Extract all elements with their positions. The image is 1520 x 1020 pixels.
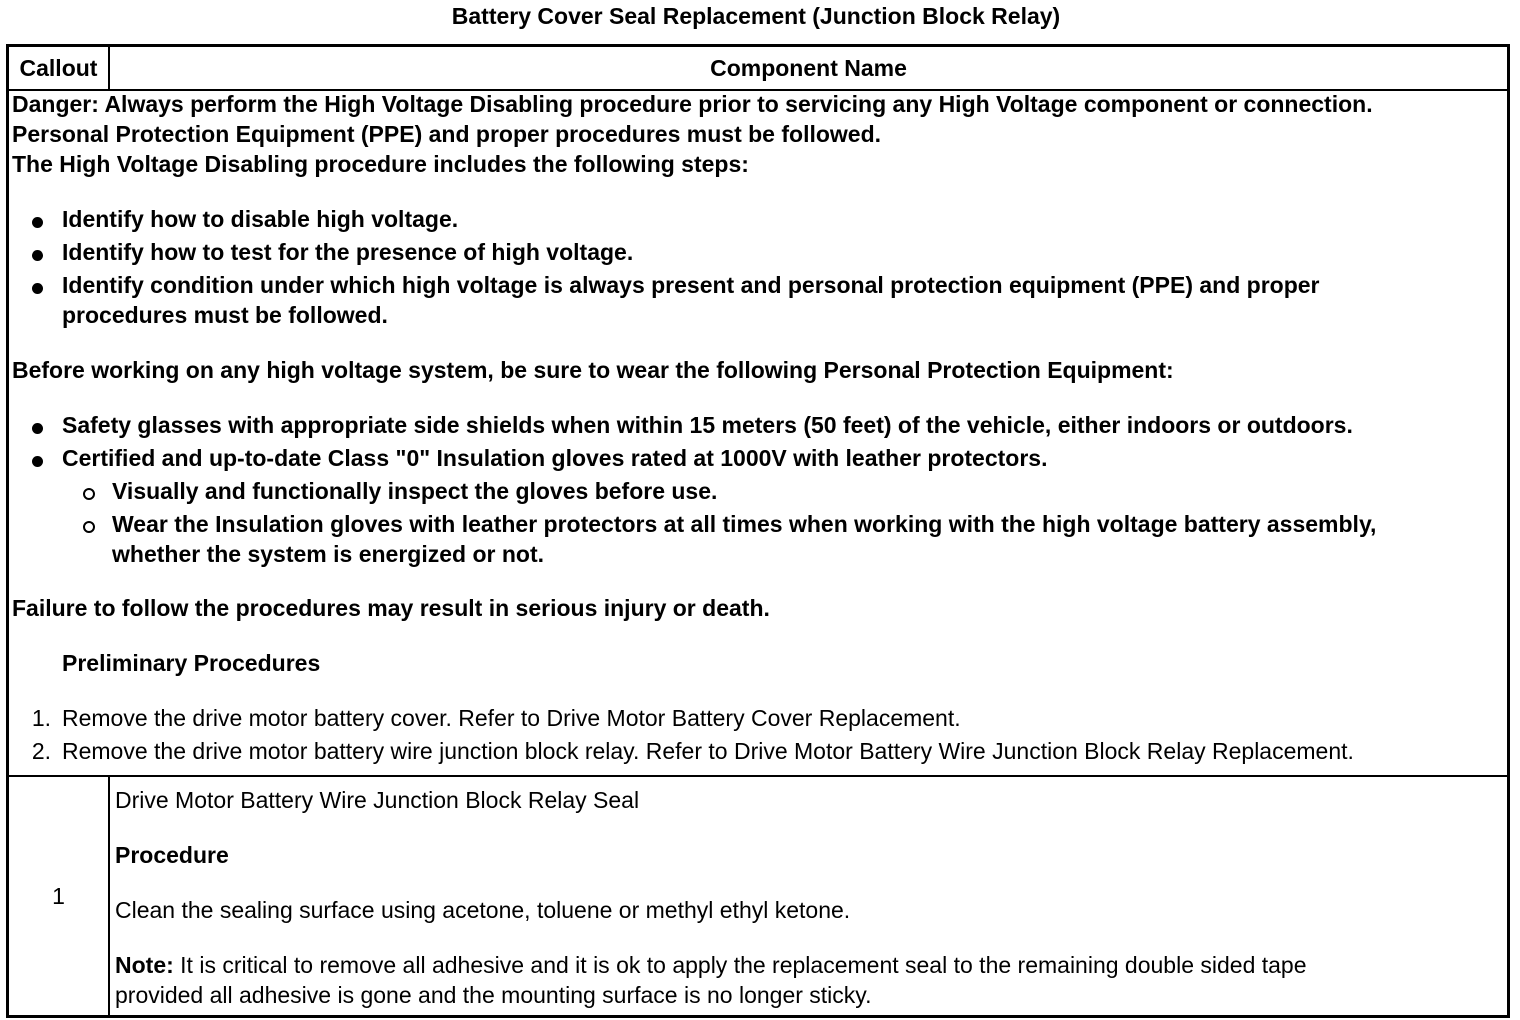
table-row xyxy=(9,777,1507,1015)
header-callout: Callout xyxy=(9,47,110,89)
danger-line-1: Danger: Always perform the High Voltage Disabling procedure prior to servicing any High Voltage component or connection. xyxy=(12,91,1373,117)
glove-subitem: Visually and functionally inspect the gloves before use. xyxy=(112,478,718,504)
table-header xyxy=(9,47,1507,91)
row-callout: 1 xyxy=(9,777,110,1015)
procedure-label: Procedure xyxy=(115,842,229,868)
sub-bullet-icon xyxy=(83,521,95,533)
note-line-2: provided all adhesive is gone and the mounting surface is no longer sticky. xyxy=(115,982,872,1008)
bullet-icon xyxy=(32,283,43,294)
ppe-item: Certified and up-to-date Class "0" Insulation gloves rated at 1000V with leather protectors. xyxy=(62,445,1048,471)
step-number: 1. xyxy=(31,705,51,731)
danger-line-3: The High Voltage Disabling procedure includes the following steps: xyxy=(12,151,749,177)
failure-warning: Failure to follow the procedures may result in serious injury or death. xyxy=(12,595,770,621)
preliminary-title: Preliminary Procedures xyxy=(62,650,321,676)
step-item-continued: procedures must be followed. xyxy=(62,302,388,328)
page-title: Battery Cover Seal Replacement (Junction Block Relay) xyxy=(451,3,1061,29)
glove-subitem: Wear the Insulation gloves with leather protectors at all times when working with the high voltage battery assembly, xyxy=(112,511,1377,537)
step-item: Identify condition under which high voltage is always present and personal protection equipment (PPE) and proper xyxy=(62,272,1320,298)
ppe-item: Safety glasses with appropriate side shields when within 15 meters (50 feet) of the vehicle, either indoors or outdoors. xyxy=(62,412,1353,438)
danger-line-2: Personal Protection Equipment (PPE) and proper procedures must be followed. xyxy=(12,121,882,147)
procedure-text: Clean the sealing surface using acetone, toluene or methyl ethyl ketone. xyxy=(115,897,851,923)
bullet-icon xyxy=(32,250,43,261)
row-component-name: Drive Motor Battery Wire Junction Block Relay Seal xyxy=(115,787,640,813)
header-component-name: Component Name xyxy=(710,55,907,81)
ppe-intro: Before working on any high voltage system, be sure to wear the following Personal Protection Equipment: xyxy=(12,357,1174,383)
bullet-icon xyxy=(32,456,43,467)
glove-subitem-continued: whether the system is energized or not. xyxy=(112,541,544,567)
bullet-icon xyxy=(32,423,43,434)
step-number: 2. xyxy=(31,738,51,764)
note-text: It is critical to remove all adhesive and it is ok to apply the replacement seal to the remaining double sided tape xyxy=(173,952,1307,978)
step-item: Identify how to disable high voltage. xyxy=(62,206,459,232)
note-line-1 xyxy=(115,950,1307,980)
bullet-icon xyxy=(32,217,43,228)
preliminary-step: Remove the drive motor battery wire junction block relay. Refer to Drive Motor Battery Wire Junction Block Relay Replacement. xyxy=(62,738,1354,764)
sub-bullet-icon xyxy=(83,488,95,500)
danger-warning-block xyxy=(9,91,1507,777)
step-item: Identify how to test for the presence of high voltage. xyxy=(62,239,634,265)
component-table xyxy=(6,44,1510,1018)
note-label: Note: xyxy=(115,952,174,978)
preliminary-step: Remove the drive motor battery cover. Refer to Drive Motor Battery Cover Replacement. xyxy=(62,705,961,731)
